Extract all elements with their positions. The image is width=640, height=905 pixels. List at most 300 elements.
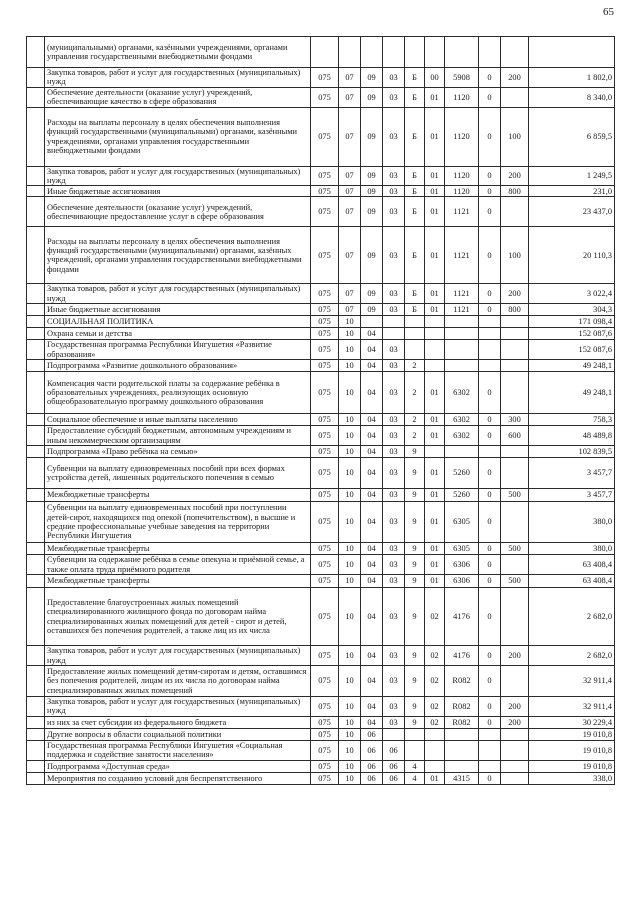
row-margin-cell (27, 426, 45, 446)
direction-code: 6306 (445, 575, 479, 588)
row-name: Расходы на выплаты персоналу в целях обеспечения выполнения функций государственными (муниципальными) органами, казённых учреждений, органами управления государственными внебюджетными фондами (45, 227, 311, 284)
row-name: Межбюджетные трансферты (45, 543, 311, 555)
row-name: Подпрограмма «Доступная среда» (45, 760, 311, 772)
subsection-code: 04 (361, 328, 383, 340)
expense-type-code (501, 340, 529, 360)
ved-code: 075 (311, 446, 339, 458)
direction-code: 1121 (445, 284, 479, 304)
ved-code: 075 (311, 772, 339, 784)
subsection-code: 04 (361, 697, 383, 717)
ved-code: 075 (311, 555, 339, 575)
expense-type-code (501, 360, 529, 372)
direction-code: 1120 (445, 87, 479, 107)
subsection-code: 09 (361, 68, 383, 88)
ved-code: 075 (311, 760, 339, 772)
measure-code: 02 (425, 646, 445, 666)
target-code: 0 (479, 227, 501, 284)
subsection-code: 06 (361, 740, 383, 760)
direction-code (445, 316, 479, 328)
subsection-code: 06 (361, 772, 383, 784)
table-row (27, 646, 615, 666)
target-code: 0 (479, 372, 501, 414)
table-row (27, 107, 615, 166)
table-row (27, 458, 615, 489)
amount-value: 19 010,8 (529, 740, 615, 760)
section-code: 10 (339, 760, 361, 772)
row-name: Другие вопросы в области социальной политики (45, 728, 311, 740)
direction-code: R082 (445, 666, 479, 697)
amount-value (529, 37, 615, 68)
subprogram-code: 9 (405, 502, 425, 543)
subsection-code (361, 37, 383, 68)
program-code: 03 (383, 489, 405, 502)
measure-code: 01 (425, 772, 445, 784)
row-margin-cell (27, 489, 45, 502)
row-name: Субвенции на выплату единовременных пособий при всех формах устройства детей, лишенных родительского попечения в семью (45, 458, 311, 489)
program-code: 03 (383, 186, 405, 197)
row-margin-cell (27, 328, 45, 340)
row-margin-cell (27, 414, 45, 426)
section-code: 10 (339, 458, 361, 489)
subprogram-code (405, 740, 425, 760)
expense-type-code (501, 316, 529, 328)
row-margin-cell (27, 304, 45, 316)
row-margin-cell (27, 87, 45, 107)
section-code: 10 (339, 414, 361, 426)
target-code (479, 740, 501, 760)
ved-code: 075 (311, 316, 339, 328)
section-code: 07 (339, 304, 361, 316)
row-margin-cell (27, 166, 45, 186)
subsection-code: 04 (361, 426, 383, 446)
row-name: Иные бюджетные ассигнования (45, 304, 311, 316)
subsection-code: 09 (361, 284, 383, 304)
target-code: 0 (479, 414, 501, 426)
expense-type-code (501, 197, 529, 227)
expense-type-code: 800 (501, 186, 529, 197)
amount-value: 32 911,4 (529, 666, 615, 697)
program-code: 06 (383, 772, 405, 784)
program-code: 03 (383, 284, 405, 304)
subprogram-code (405, 328, 425, 340)
target-code (479, 328, 501, 340)
table-row (27, 740, 615, 760)
subsection-code: 04 (361, 502, 383, 543)
measure-code: 02 (425, 588, 445, 646)
ved-code: 075 (311, 227, 339, 284)
table-row (27, 186, 615, 197)
amount-value: 19 010,8 (529, 760, 615, 772)
subprogram-code: Б (405, 304, 425, 316)
expense-type-code: 300 (501, 414, 529, 426)
section-code: 10 (339, 340, 361, 360)
subprogram-code: 9 (405, 543, 425, 555)
row-margin-cell (27, 107, 45, 166)
budget-table (26, 36, 615, 785)
direction-code: 5260 (445, 489, 479, 502)
subsection-code: 04 (361, 340, 383, 360)
section-code: 07 (339, 284, 361, 304)
measure-code (425, 316, 445, 328)
section-code: 10 (339, 728, 361, 740)
ved-code: 075 (311, 186, 339, 197)
subprogram-code: Б (405, 186, 425, 197)
row-name: Государственная программа Республики Ингушетия «Развитие образования» (45, 340, 311, 360)
table-row (27, 284, 615, 304)
table-row (27, 697, 615, 717)
program-code: 03 (383, 87, 405, 107)
target-code: 0 (479, 197, 501, 227)
expense-type-code: 200 (501, 697, 529, 717)
table-row (27, 360, 615, 372)
ved-code: 075 (311, 740, 339, 760)
direction-code (445, 728, 479, 740)
row-margin-cell (27, 340, 45, 360)
amount-value: 2 682,0 (529, 646, 615, 666)
direction-code: 4176 (445, 588, 479, 646)
section-code: 10 (339, 543, 361, 555)
amount-value: 1 249,5 (529, 166, 615, 186)
measure-code: 02 (425, 666, 445, 697)
row-name: Государственная программа Республики Ингушетия «Социальная поддержка и содействие занятости населения» (45, 740, 311, 760)
section-code: 10 (339, 502, 361, 543)
target-code (479, 760, 501, 772)
ved-code: 075 (311, 414, 339, 426)
target-code: 0 (479, 575, 501, 588)
row-margin-cell (27, 186, 45, 197)
subprogram-code: 9 (405, 666, 425, 697)
direction-code: 6302 (445, 414, 479, 426)
row-margin-cell (27, 543, 45, 555)
program-code: 03 (383, 588, 405, 646)
subsection-code: 04 (361, 446, 383, 458)
amount-value: 152 087,6 (529, 340, 615, 360)
subsection-code: 04 (361, 458, 383, 489)
amount-value: 30 229,4 (529, 716, 615, 728)
measure-code (425, 740, 445, 760)
expense-type-code (501, 446, 529, 458)
row-name: Закупка товаров, работ и услуг для государственных (муниципальных) нужд (45, 68, 311, 88)
measure-code (425, 446, 445, 458)
section-code: 10 (339, 446, 361, 458)
measure-code (425, 360, 445, 372)
target-code: 0 (479, 646, 501, 666)
subsection-code: 06 (361, 760, 383, 772)
program-code: 03 (383, 68, 405, 88)
table-row (27, 340, 615, 360)
page-number: 65 (603, 6, 614, 18)
measure-code (425, 340, 445, 360)
ved-code (311, 37, 339, 68)
subprogram-code: 2 (405, 372, 425, 414)
subsection-code: 06 (361, 728, 383, 740)
section-code: 10 (339, 360, 361, 372)
subsection-code: 09 (361, 304, 383, 316)
row-margin-cell (27, 197, 45, 227)
target-code: 0 (479, 502, 501, 543)
subprogram-code: 9 (405, 489, 425, 502)
amount-value: 338,0 (529, 772, 615, 784)
section-code: 07 (339, 68, 361, 88)
row-name: Субвенции на содержание ребёнка в семье опекуна и приёмной семье, а также оплата труда приёмного родителя (45, 555, 311, 575)
amount-value: 3 022,4 (529, 284, 615, 304)
target-code: 0 (479, 666, 501, 697)
direction-code: 1120 (445, 107, 479, 166)
table-row (27, 728, 615, 740)
target-code: 0 (479, 87, 501, 107)
section-code: 10 (339, 555, 361, 575)
expense-type-code (501, 772, 529, 784)
table-row (27, 588, 615, 646)
target-code (479, 316, 501, 328)
target-code: 0 (479, 458, 501, 489)
subprogram-code: 9 (405, 458, 425, 489)
table-row (27, 227, 615, 284)
subprogram-code: 2 (405, 426, 425, 446)
direction-code: R082 (445, 716, 479, 728)
row-name: СОЦИАЛЬНАЯ ПОЛИТИКА (45, 316, 311, 328)
section-code: 10 (339, 575, 361, 588)
direction-code: 1121 (445, 304, 479, 316)
target-code (479, 340, 501, 360)
measure-code (425, 760, 445, 772)
measure-code: 01 (425, 186, 445, 197)
program-code: 03 (383, 227, 405, 284)
table-row (27, 197, 615, 227)
table-row (27, 68, 615, 88)
amount-value: 49 248,1 (529, 372, 615, 414)
amount-value: 49 248,1 (529, 360, 615, 372)
program-code: 03 (383, 340, 405, 360)
section-code: 07 (339, 186, 361, 197)
section-code: 10 (339, 646, 361, 666)
subsection-code: 09 (361, 227, 383, 284)
direction-code: R082 (445, 697, 479, 717)
subsection-code: 04 (361, 414, 383, 426)
direction-code: 4315 (445, 772, 479, 784)
target-code: 0 (479, 697, 501, 717)
table-row (27, 328, 615, 340)
section-code: 07 (339, 107, 361, 166)
row-margin-cell (27, 372, 45, 414)
expense-type-code: 600 (501, 426, 529, 446)
expense-type-code (501, 87, 529, 107)
amount-value: 171 098,4 (529, 316, 615, 328)
subprogram-code: 9 (405, 646, 425, 666)
measure-code: 01 (425, 414, 445, 426)
amount-value: 304,3 (529, 304, 615, 316)
subsection-code: 04 (361, 588, 383, 646)
row-margin-cell (27, 316, 45, 328)
program-code: 03 (383, 304, 405, 316)
target-code: 0 (479, 588, 501, 646)
target-code: 0 (479, 555, 501, 575)
subprogram-code: Б (405, 166, 425, 186)
expense-type-code: 100 (501, 227, 529, 284)
direction-code (445, 360, 479, 372)
row-margin-cell (27, 284, 45, 304)
subsection-code: 04 (361, 646, 383, 666)
row-margin-cell (27, 446, 45, 458)
table-row (27, 760, 615, 772)
subprogram-code: 2 (405, 414, 425, 426)
target-code: 0 (479, 426, 501, 446)
subprogram-code: Б (405, 284, 425, 304)
table-row (27, 716, 615, 728)
row-name: Субвенции на выплату единовременных пособий при поступлении детей-сирот, находящихся под опекой (попечительством), в высшие и средние профессиональные учебные заведения на территории Республики Ингушетия (45, 502, 311, 543)
subsection-code: 04 (361, 555, 383, 575)
section-code: 10 (339, 316, 361, 328)
measure-code: 01 (425, 284, 445, 304)
subprogram-code (405, 37, 425, 68)
target-code (479, 446, 501, 458)
program-code: 03 (383, 360, 405, 372)
ved-code: 075 (311, 304, 339, 316)
row-name: Компенсация части родительской платы за содержание ребёнка в образовательных учреждениях, реализующих основную общеобразовательную программу дошкольного образования (45, 372, 311, 414)
expense-type-code (501, 588, 529, 646)
program-code: 03 (383, 414, 405, 426)
subprogram-code: 9 (405, 575, 425, 588)
amount-value: 380,0 (529, 543, 615, 555)
program-code: 03 (383, 458, 405, 489)
program-code: 03 (383, 197, 405, 227)
target-code: 0 (479, 772, 501, 784)
subsection-code: 04 (361, 716, 383, 728)
ved-code: 075 (311, 458, 339, 489)
subsection-code: 04 (361, 543, 383, 555)
row-name: Подпрограмма «Развитие дошкольного образования» (45, 360, 311, 372)
direction-code: 6305 (445, 502, 479, 543)
row-margin-cell (27, 458, 45, 489)
program-code: 06 (383, 760, 405, 772)
target-code: 0 (479, 543, 501, 555)
row-margin-cell (27, 646, 45, 666)
row-margin-cell (27, 697, 45, 717)
expense-type-code (501, 502, 529, 543)
section-code: 10 (339, 772, 361, 784)
amount-value: 20 110,3 (529, 227, 615, 284)
row-name: Закупка товаров, работ и услуг для государственных (муниципальных) нужд (45, 646, 311, 666)
target-code: 0 (479, 186, 501, 197)
ved-code: 075 (311, 588, 339, 646)
section-code: 07 (339, 197, 361, 227)
row-name: Охрана семьи и детства (45, 328, 311, 340)
direction-code: 1121 (445, 227, 479, 284)
expense-type-code: 500 (501, 575, 529, 588)
section-code: 07 (339, 227, 361, 284)
row-name: Межбюджетные трансферты (45, 575, 311, 588)
measure-code: 01 (425, 543, 445, 555)
subprogram-code (405, 316, 425, 328)
row-name: Подпрограмма «Право ребёнка на семью» (45, 446, 311, 458)
section-code: 10 (339, 328, 361, 340)
target-code: 0 (479, 716, 501, 728)
ved-code: 075 (311, 575, 339, 588)
section-code: 07 (339, 87, 361, 107)
ved-code: 075 (311, 360, 339, 372)
subprogram-code: 9 (405, 697, 425, 717)
amount-value: 3 457,7 (529, 458, 615, 489)
subsection-code (361, 316, 383, 328)
row-margin-cell (27, 772, 45, 784)
measure-code: 02 (425, 716, 445, 728)
measure-code: 01 (425, 502, 445, 543)
program-code (383, 316, 405, 328)
ved-code: 075 (311, 489, 339, 502)
subprogram-code: Б (405, 87, 425, 107)
subprogram-code (405, 728, 425, 740)
ved-code: 075 (311, 372, 339, 414)
row-margin-cell (27, 575, 45, 588)
amount-value: 102 839,5 (529, 446, 615, 458)
direction-code (445, 328, 479, 340)
expense-type-code (501, 666, 529, 697)
table-row (27, 555, 615, 575)
expense-type-code: 200 (501, 166, 529, 186)
ved-code: 075 (311, 107, 339, 166)
amount-value: 2 682,0 (529, 588, 615, 646)
expense-type-code (501, 728, 529, 740)
direction-code: 1121 (445, 197, 479, 227)
program-code: 03 (383, 575, 405, 588)
direction-code: 6302 (445, 426, 479, 446)
amount-value: 19 010,8 (529, 728, 615, 740)
expense-type-code: 200 (501, 68, 529, 88)
row-name: из них за счет субсидии из федерального бюджета (45, 716, 311, 728)
ved-code: 075 (311, 328, 339, 340)
amount-value: 231,0 (529, 186, 615, 197)
section-code: 10 (339, 426, 361, 446)
subsection-code: 04 (361, 666, 383, 697)
row-name: Предоставление благоустроенных жилых помещений специализированного жилищного фонда по договорам найма специализированных жилых помещений для детей - сирот и детей, оставшихся без попечения родителей, а также лиц из их числа (45, 588, 311, 646)
row-name: Обеспечение деятельности (оказание услуг) учреждений, обеспечивающие предоставление услуг в сфере образования (45, 197, 311, 227)
target-code: 0 (479, 68, 501, 88)
measure-code: 01 (425, 197, 445, 227)
subsection-code: 09 (361, 107, 383, 166)
expense-type-code: 500 (501, 489, 529, 502)
section-code: 10 (339, 697, 361, 717)
measure-code: 01 (425, 372, 445, 414)
expense-type-code: 500 (501, 543, 529, 555)
row-margin-cell (27, 740, 45, 760)
subsection-code: 04 (361, 360, 383, 372)
row-margin-cell (27, 502, 45, 543)
target-code: 0 (479, 284, 501, 304)
measure-code: 01 (425, 166, 445, 186)
amount-value: 32 911,4 (529, 697, 615, 717)
subprogram-code: Б (405, 227, 425, 284)
subprogram-code: Б (405, 107, 425, 166)
table-row (27, 772, 615, 784)
row-margin-cell (27, 716, 45, 728)
subprogram-code: Б (405, 68, 425, 88)
row-margin-cell (27, 37, 45, 68)
row-name: Иные бюджетные ассигнования (45, 186, 311, 197)
subprogram-code: 9 (405, 555, 425, 575)
row-name: Межбюджетные трансферты (45, 489, 311, 502)
program-code (383, 37, 405, 68)
row-name: Обеспечение деятельности (оказание услуг) учреждений, обеспечивающие качество в сфере образования (45, 87, 311, 107)
row-name: Мероприятия по созданию условий для беспрепятственного (45, 772, 311, 784)
section-code: 10 (339, 372, 361, 414)
amount-value: 1 802,0 (529, 68, 615, 88)
section-code: 10 (339, 716, 361, 728)
target-code: 0 (479, 489, 501, 502)
row-name: Расходы на выплаты персоналу в целях обеспечения выполнения функций государственными (муниципальными) органами, казёнными учреждениями, органами управления государственными внебюджетными фондами (45, 107, 311, 166)
ved-code: 075 (311, 197, 339, 227)
measure-code: 01 (425, 87, 445, 107)
target-code: 0 (479, 304, 501, 316)
